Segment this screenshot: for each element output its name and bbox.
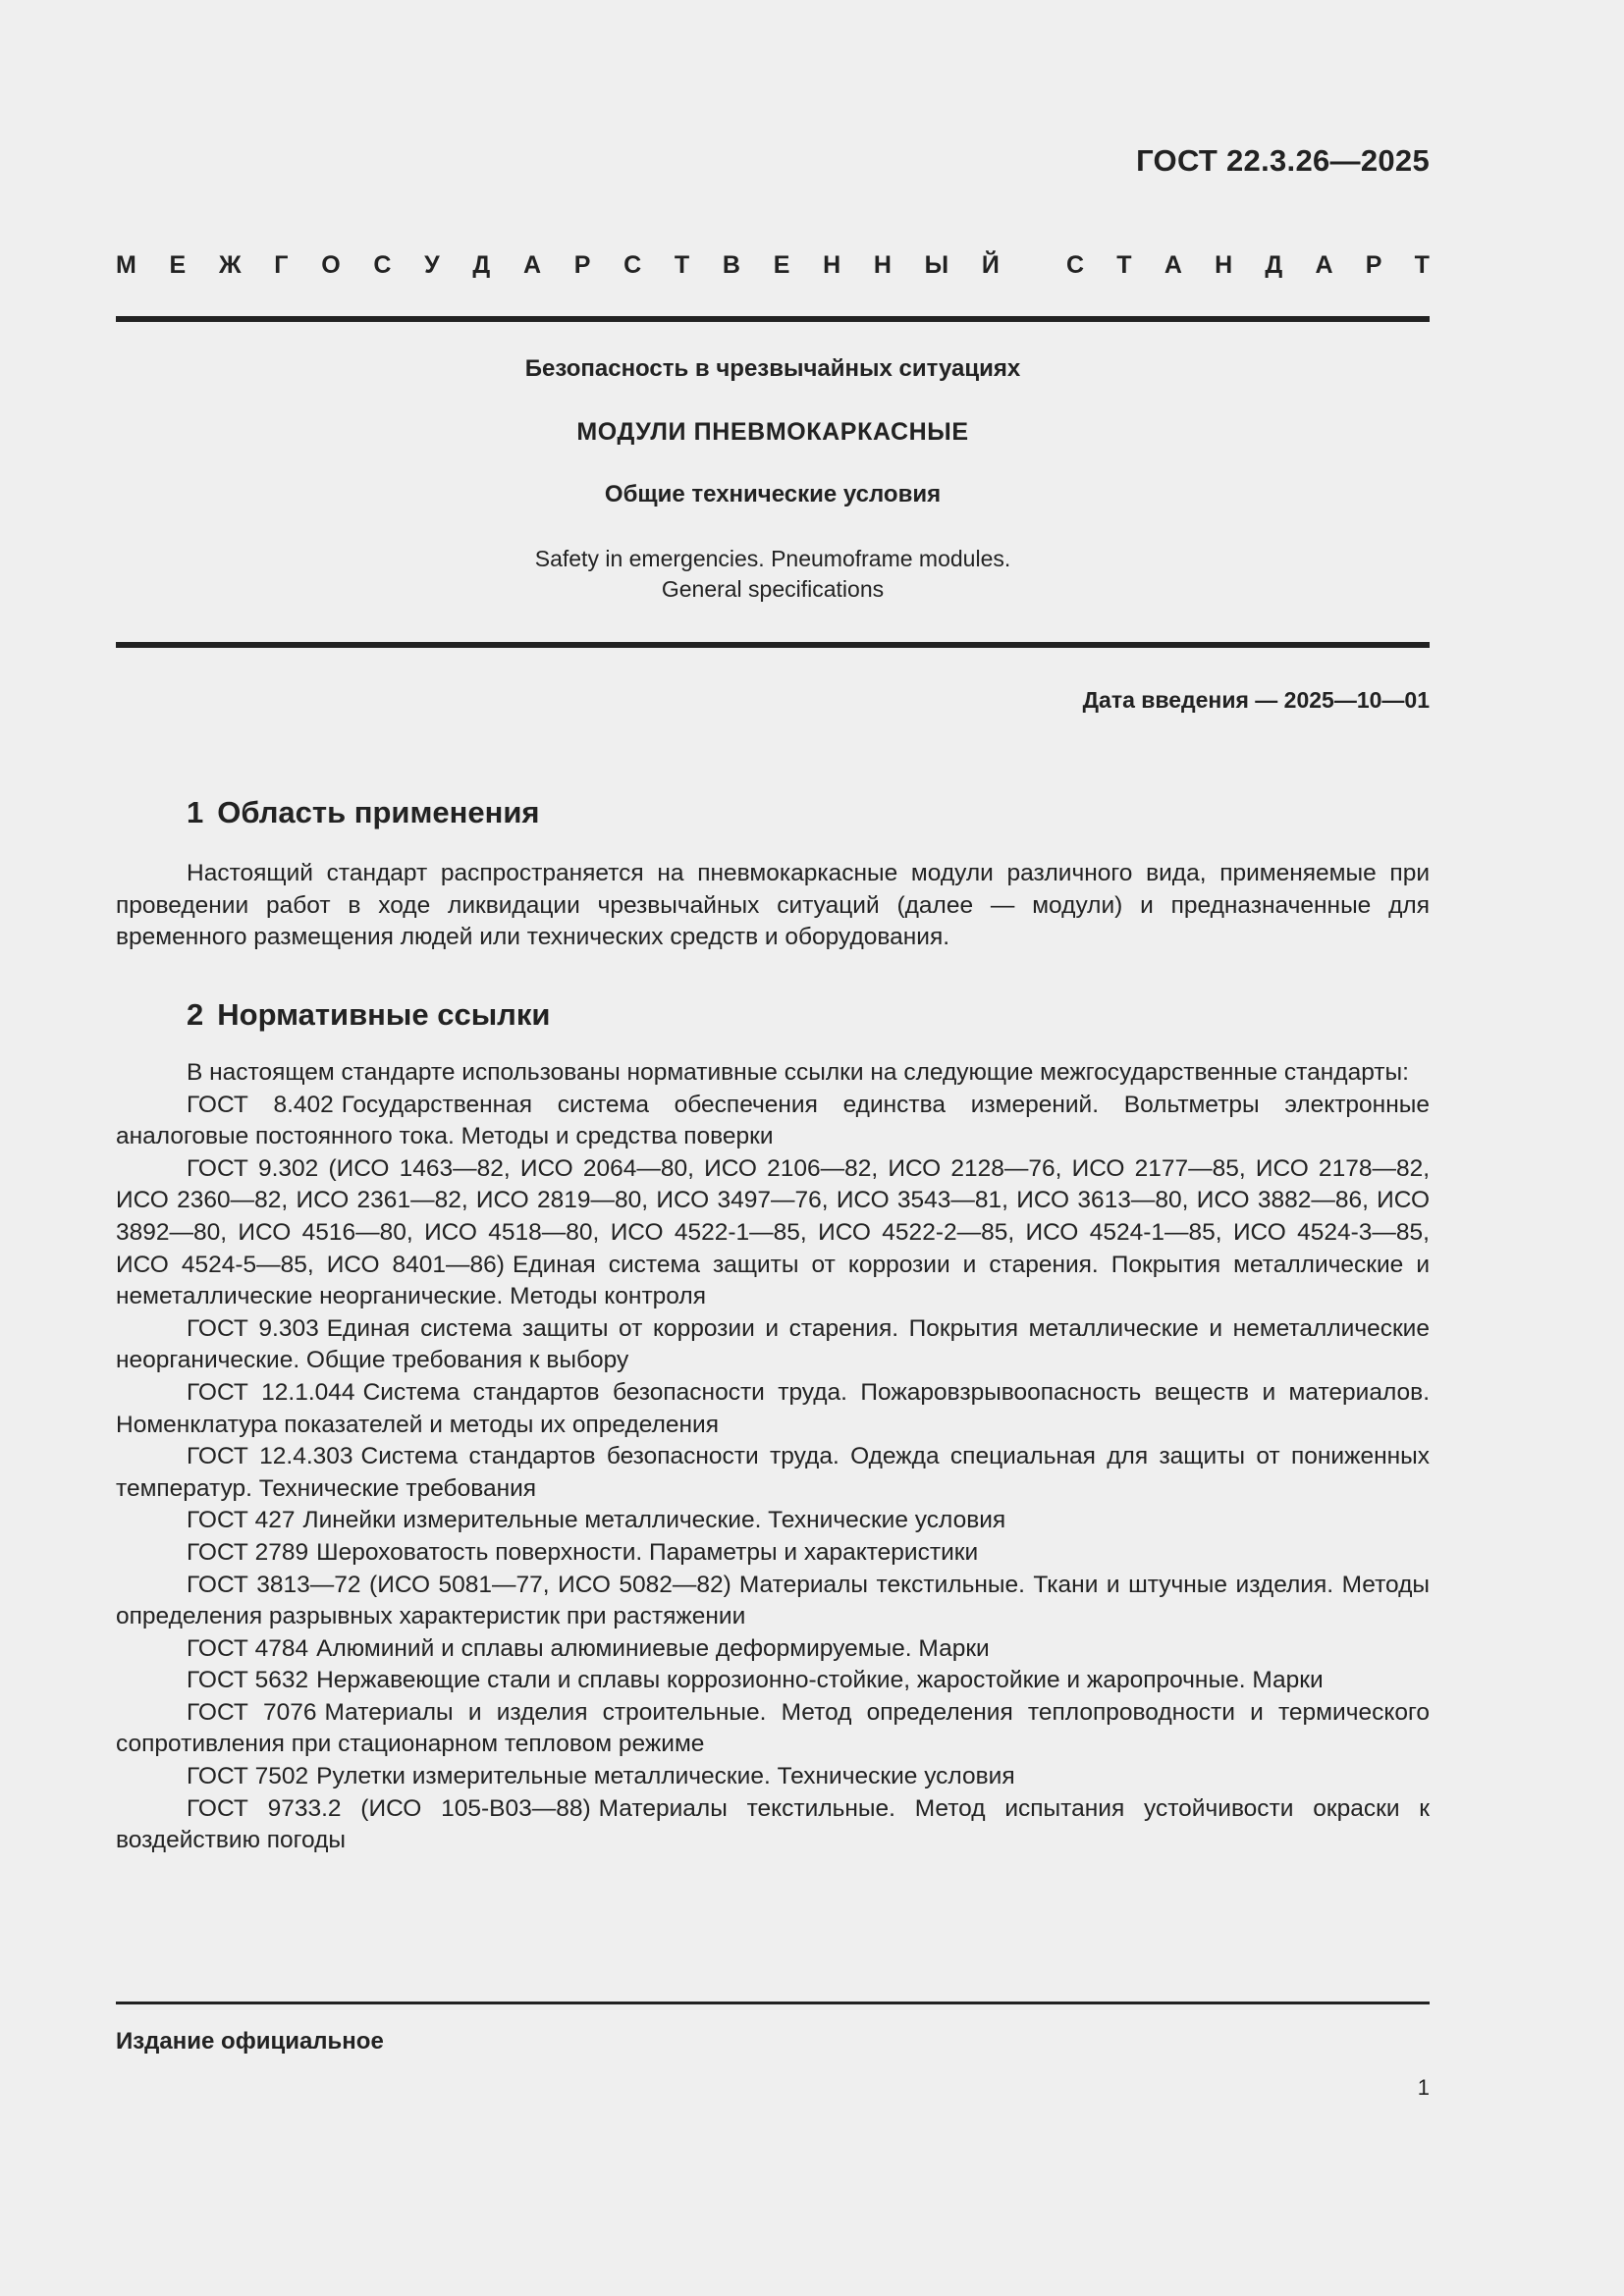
standard-kind-letter: С — [623, 251, 642, 279]
reference-item — [116, 1697, 1430, 1761]
reference-code: ГОСТ 12.1.044 — [187, 1378, 355, 1406]
title-english-line-1: Safety in emergencies. Pneumoframe modules. — [534, 546, 1011, 571]
standard-kind-letter: Т — [1414, 251, 1430, 279]
standard-kind-letter: Е — [773, 251, 790, 279]
section-1-number: 1 — [187, 795, 204, 829]
reference-code: ГОСТ 12.4.303 — [187, 1443, 353, 1470]
page-number: 1 — [1417, 2075, 1430, 2100]
standard-kind-letter: Н — [873, 251, 892, 279]
reference-item — [116, 1505, 1430, 1537]
reference-code: ГОСТ 7502 — [187, 1763, 309, 1790]
reference-code: ГОСТ 9.303 — [187, 1314, 319, 1342]
reference-title: Рулетки измерительные металлические. Технические условия — [316, 1763, 1015, 1790]
reference-title: Материалы текстильные. Метод испытания устойчивости окраски к воздействию погоды — [116, 1794, 1431, 1854]
reference-item — [116, 1153, 1430, 1313]
standard-kind-heading — [116, 251, 1430, 280]
reference-code: ГОСТ 2789 — [187, 1538, 309, 1566]
section-2-body — [116, 1057, 1430, 1857]
standard-kind-letter: О — [321, 251, 341, 279]
standard-kind-letter: Й — [981, 251, 1000, 279]
section-1-paragraph: Настоящий стандарт распространяется на пневмокаркасные модули различного вида, применяемые при проведении работ в ходе ликвидации чрезвычайных ситуаций (далее — модули) и предназначенные для временного размещения людей или технических средств и оборудования. — [116, 860, 1430, 951]
reference-item — [116, 1570, 1430, 1633]
standard-kind-letter: А — [522, 251, 542, 279]
reference-code: ГОСТ 3813—72 (ИСО 5081—77, ИСО 5082—82) — [187, 1571, 731, 1598]
reference-code: ГОСТ 4784 — [187, 1634, 309, 1662]
section-2-heading — [187, 997, 550, 1033]
section-1-heading — [187, 795, 540, 830]
standard-kind-letter: Т — [674, 251, 690, 279]
title-english — [116, 544, 1430, 605]
reference-item — [116, 1761, 1430, 1793]
reference-code: ГОСТ 9733.2 (ИСО 105-В03—88) — [187, 1794, 591, 1822]
standard-kind-letter: Т — [1116, 251, 1132, 279]
section-2-intro: В настоящем стандарте использованы нормативные ссылки на следующие межгосударственные стандарты: — [187, 1059, 1409, 1086]
standard-kind-letter: Р — [1365, 251, 1382, 279]
standard-kind-letter: Р — [573, 251, 591, 279]
reference-item — [116, 1313, 1430, 1377]
reference-title: Система стандартов безопасности труда. Одежда специальная для защиты от пониженных температур. Технические требования — [116, 1443, 1431, 1502]
standard-kind-letter: С — [373, 251, 392, 279]
standard-kind-letter: Ж — [218, 251, 242, 279]
standard-kind-letter: А — [1315, 251, 1333, 279]
reference-title: Государственная система обеспечения единства измерений. Вольтметры электронные аналоговые постоянного тока. Методы и средства поверки — [116, 1091, 1430, 1150]
reference-title: Алюминий и сплавы алюминиевые деформируемые. Марки — [316, 1634, 990, 1662]
reference-item — [116, 1537, 1430, 1570]
reference-item — [116, 1441, 1430, 1505]
standard-kind-word-2 — [1066, 251, 1430, 280]
section-2-title: Нормативные ссылки — [217, 997, 551, 1032]
section-1-body — [116, 858, 1430, 954]
document-number: ГОСТ 22.3.26—2025 — [1136, 143, 1430, 178]
standard-kind-letter: М — [116, 251, 136, 279]
reference-code: ГОСТ 8.402 — [187, 1091, 334, 1118]
header-divider — [116, 316, 1430, 322]
standard-kind-letter: Н — [1215, 251, 1233, 279]
title-sphere: Безопасность в чрезвычайных ситуациях — [524, 355, 1021, 382]
standard-kind-letter: А — [1164, 251, 1182, 279]
reference-title: Линейки измерительные металлические. Технические условия — [302, 1507, 1006, 1534]
reference-code: ГОСТ 9.302 (ИСО 1463—82, ИСО 2064—80, ИСО 2106—82, ИСО 2128—76, ИСО 2177—85, ИСО 2178—82, ИСО 2360—82, ИСО 2361—82, ИСО 2819—80, ИСО 3497—76, ИСО 3543—81, ИСО 3613—80, ИСО 3882—86, ИСО 3892—80, ИСО 4516—80, ИСО 4518—80, ИСО 4522-1—85, ИСО 4522-2—85, ИСО 4524-1—85, ИСО 4524-3—85, ИСО 4524-5—85, ИСО 8401—86) — [116, 1154, 1430, 1278]
reference-item — [116, 1665, 1430, 1697]
reference-title: Единая система защиты от коррозии и старения. Покрытия металлические и неметаллические неорганические. Методы контроля — [116, 1251, 1430, 1310]
title-subtitle: Общие технические условия — [604, 481, 942, 507]
normative-references-list — [116, 1090, 1430, 1857]
reference-item — [116, 1793, 1430, 1857]
reference-code: ГОСТ 7076 — [187, 1698, 317, 1726]
title-english-line-2: General specifications — [661, 576, 885, 602]
reference-item — [116, 1633, 1430, 1666]
reference-title: Система стандартов безопасности труда. Пожаровзрывоопасность веществ и материалов. Номенклатура показателей и методы их определения — [116, 1378, 1431, 1438]
introduction-date: Дата введения — 2025—10—01 — [1082, 687, 1430, 713]
footer-divider — [116, 2002, 1430, 2004]
reference-title: Нержавеющие стали и сплавы коррозионно-стойкие, жаростойкие и жаропрочные. Марки — [316, 1667, 1324, 1694]
standard-kind-letter: Д — [1265, 251, 1283, 279]
standard-kind-letter: Г — [274, 251, 289, 279]
reference-title: Шероховатость поверхности. Параметры и характеристики — [316, 1538, 979, 1566]
standard-kind-word-1 — [116, 251, 1000, 280]
standard-kind-letter: Д — [472, 251, 491, 279]
standard-kind-letter: У — [424, 251, 440, 279]
reference-item — [116, 1090, 1430, 1153]
standard-kind-letter: С — [1066, 251, 1085, 279]
reference-code: ГОСТ 427 — [187, 1507, 296, 1534]
reference-title: Материалы текстильные. Ткани и штучные изделия. Методы определения разрывных характеристик при растяжении — [116, 1571, 1431, 1630]
official-edition-label: Издание официальное — [116, 2028, 384, 2055]
standard-kind-letter: Е — [169, 251, 187, 279]
standard-kind-letter: Ы — [924, 251, 949, 279]
reference-item — [116, 1377, 1430, 1441]
reference-title: Материалы и изделия строительные. Метод определения теплопроводности и термического сопротивления при стационарном тепловом режиме — [116, 1698, 1430, 1758]
standard-kind-letter: Н — [823, 251, 841, 279]
standard-kind-letter: В — [722, 251, 740, 279]
title-main: МОДУЛИ ПНЕВМОКАРКАСНЫЕ — [576, 418, 969, 446]
reference-title: Единая система защиты от коррозии и старения. Покрытия металлические и неметаллические неорганические. Общие требования к выбору — [116, 1314, 1430, 1374]
reference-code: ГОСТ 5632 — [187, 1667, 309, 1694]
section-2-number: 2 — [187, 997, 204, 1032]
title-divider — [116, 642, 1430, 648]
section-1-title: Область применения — [217, 795, 540, 829]
